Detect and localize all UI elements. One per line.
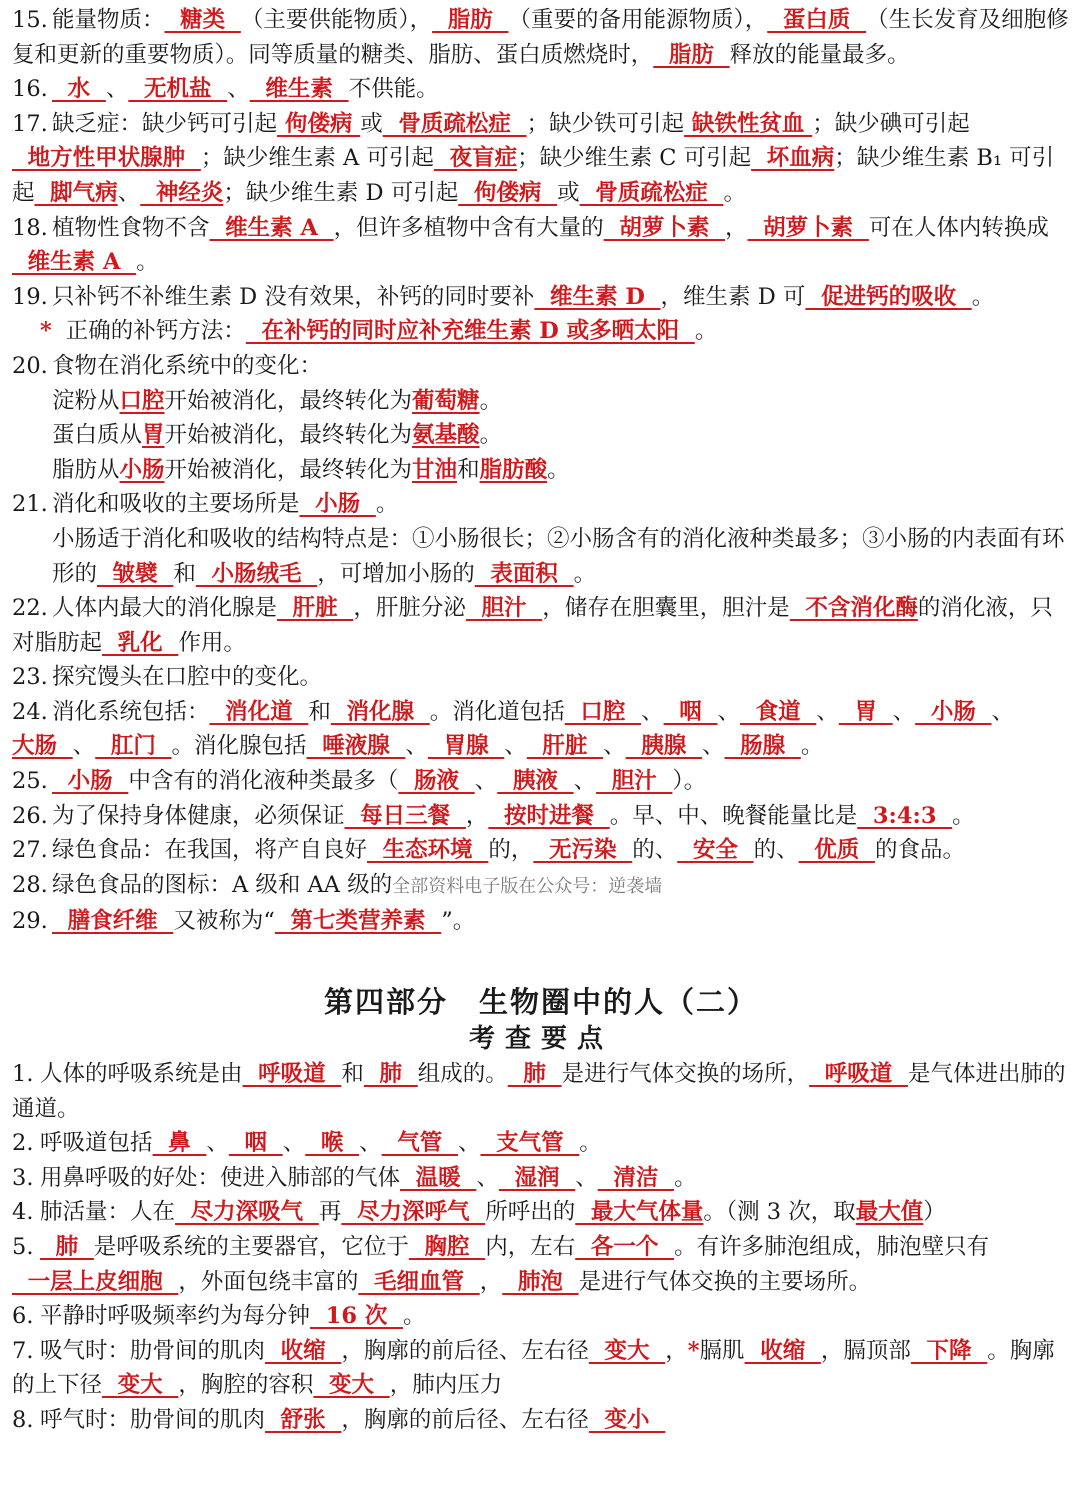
question-text: 人体的呼吸系统是由 [40,1061,243,1088]
answer-blank: 小肠 [299,491,376,518]
question-text: 是气体进出肺的通道。 [12,1061,1066,1122]
answer-blank: 脂肪 [653,41,730,68]
list-item [12,799,1070,834]
question-text: ；缺少维生素 C 可引起 [517,145,752,172]
answer-blank: 脂肪 [432,7,509,33]
answer-blank: 安全 [677,837,754,864]
question-text: ”。 [441,908,476,935]
question-text: ，胸廓的前后径、左右径 [341,1406,589,1433]
answer-blank: 收缩 [265,1337,342,1364]
question-text: ；缺少碘可引起 [812,110,970,137]
question-text: ，肝脏分泌 [353,595,466,622]
answer-blank: 消化腺 [330,698,430,725]
answer-blank: 无污染 [533,837,633,864]
answer-blank: 变大 [102,1372,179,1399]
question-text: 是进行气体交换的主要场所。 [578,1268,872,1295]
answer-blank: 胰液 [497,768,574,795]
answer-blank: 胰腺 [625,733,702,760]
item-number: 6. [12,1303,34,1330]
answer-blank: 肛门 [95,733,172,760]
answer-blank: 蛋白质 [767,7,867,33]
page-fade-overlay [720,1410,1080,1490]
question-text: 再 [318,1199,342,1226]
question-text: 和 [173,560,196,587]
answer-blank: 佝偻病 [458,179,558,206]
answer-blank: 膳食纤维 [52,908,174,935]
question-text: 开始被消化，最终转化为 [164,456,413,483]
question-text: 。 [952,802,975,829]
item-number: 4. [12,1199,34,1226]
question-text: 和 [308,698,331,725]
part3-review-list [12,3,1070,939]
question-text: ，储存在胆囊里，胆汁是 [542,595,790,622]
item-number: 19. [12,283,48,310]
question-text: 食物在消化系统中的变化： [52,352,323,379]
answer-blank: 水 [52,76,106,103]
answer-blank: 尽力深呼气 [341,1199,486,1226]
question-text: ）。 [672,768,707,795]
part4-review-list [12,1057,1070,1438]
question-text: 、 [359,1130,382,1157]
question-text: ， [479,1268,503,1295]
question-text: （重要的备用能源物质）， [508,7,768,33]
item-number: 29. [12,908,48,935]
question-text: 、 [504,733,527,760]
question-text: 探究馒头在口腔中的变化。 [52,664,323,691]
question-text: 正确的补钙方法： [65,318,246,345]
question-text: 。 [694,318,718,345]
answer-blank: 脚气病 [34,179,118,206]
item-number: 15. [12,7,48,33]
item-number: 27. [12,837,48,864]
question-text: ；缺少维生素 D 可引起 [223,179,459,206]
list-item [12,1057,1070,1126]
question-text: 、 [282,1130,306,1157]
answer-blank: 肠腺 [724,733,801,760]
answer-blank: 小肠 [915,698,992,725]
answer-blank: 胃 [142,422,165,449]
answer-blank: 每日三餐 [344,802,466,829]
answer-blank: 坏血病 [751,145,835,172]
answer-blank: 湿润 [498,1164,576,1191]
question-text: 用鼻呼吸的好处：使进入肺部的气体 [40,1164,401,1191]
list-item [12,833,1070,868]
question-text: 、 [575,1164,598,1191]
question-text: 、 [701,733,725,760]
list-item [12,522,1070,591]
question-text: 。 [547,456,570,483]
question-text: 、 [105,76,129,103]
answer-blank: 变小 [588,1406,666,1433]
question-text: 、 [892,698,916,725]
item-number: 7. [12,1337,34,1364]
question-text: 又被称为“ [173,908,275,935]
item-number: 8. [12,1406,34,1433]
question-text: ，胸廓的前后径、左右径 [341,1337,589,1364]
question-text: 、 [72,733,96,760]
answer-blank: 呼吸道 [809,1061,908,1088]
answer-blank: 最大气体量 [575,1199,704,1226]
answer-blank: 维生素 A [12,249,137,276]
answer-blank: 呼吸道 [242,1061,342,1088]
answer-blank: 脂肪酸 [479,456,548,483]
question-text: 、 [405,733,428,760]
answer-blank: 肺 [363,1061,418,1088]
question-text: 。 [800,733,824,760]
question-text: 释放的能量最多。 [729,41,910,68]
answer-blank: 喉 [305,1130,360,1157]
question-text: 能量物质： [52,7,165,33]
answer-blank: 鼻 [152,1130,207,1157]
list-item [12,453,1070,488]
list-item [12,314,1070,349]
item-number: 24. [12,698,48,725]
answer-blank: 胃腺 [427,733,505,760]
question-text: 组成的。 [417,1061,508,1088]
list-item [12,868,1070,905]
answer-blank: 优质 [798,837,875,864]
answer-blank: 毛细血管 [358,1268,480,1295]
question-text: 呼吸道包括 [40,1130,153,1157]
question-text: （生长发育及细胞修复和更新的重要物质）。同等质量的糖类、脂肪、蛋白质燃烧时， [12,7,1069,68]
list-item [12,660,1070,695]
question-text: 。 [479,387,503,414]
question-text: 。胸廓的上下径 [12,1337,1055,1399]
question-text: 开始被消化，最终转化为 [164,387,413,414]
question-text: 、 [476,1164,499,1191]
list-item [12,1161,1070,1196]
answer-blank: 咽 [663,698,718,725]
question-text: 作用。 [178,629,246,656]
question-text: ，可增加小肠的 [317,560,475,587]
answer-blank: 口腔 [564,698,642,725]
answer-blank: 消化道 [209,698,309,725]
question-text: 和 [457,456,480,483]
answer-blank: 神经炎 [140,179,224,206]
item-number: 17. [12,110,48,137]
question-text: 吸气时：肋骨间的肌肉 [40,1337,266,1364]
list-item [12,72,1070,107]
answer-blank: 不含消化酶 [789,595,918,622]
answer-blank: 胆汁 [596,768,673,795]
answer-blank: 食道 [739,698,817,725]
question-text: 、 [206,1130,229,1157]
question-text: 中含有的消化液种类最多（ [128,768,399,795]
question-text: 。 [723,179,746,206]
answer-blank: 佝偻病 [277,110,361,137]
question-text: 开始被消化，最终转化为 [164,422,413,449]
answer-blank: 维生素 A [209,214,334,241]
question-text: ，维生素 D 可 [660,283,806,310]
item-number: 23. [12,664,48,691]
answer-blank: 皱襞 [97,560,174,587]
question-text: 。 [375,491,399,518]
question-text: ；缺少铁可引起 [526,110,685,137]
answer-blank: 按时进餐 [488,802,610,829]
answer-blank: 糖类 [164,7,241,33]
answer-blank: 骨质疏松症 [382,110,527,137]
item-number: 26. [12,802,48,829]
question-text: 蛋白质从 [52,422,143,449]
question-text: 只补钙不补维生素 D 没有效果，补钙的同时要补 [52,283,535,310]
answer-blank: 一层上皮细胞 [12,1268,179,1295]
list-item [12,1230,1070,1299]
star-marker: * [40,318,52,345]
list-item [12,349,1070,384]
answer-blank: 胡萝卜素 [747,214,869,241]
answer-blank: 变大 [313,1372,390,1399]
question-text: 肺活量：人在 [40,1199,176,1226]
question-text: 。 [136,249,159,276]
question-text: 、 [603,733,626,760]
list-item [12,3,1070,72]
answer-blank: 肝脏 [277,595,354,622]
question-text: 。消化腺包括 [171,733,307,760]
question-text: 、 [641,698,664,725]
answer-blank: 氨基酸 [412,422,480,449]
question-text: ，但许多植物中含有大量的 [333,214,604,241]
section-title: 第四部分 生物圈中的人（二） [323,985,758,1020]
question-text: ， [665,1337,688,1364]
question-text: 人体内最大的消化腺是 [52,595,278,622]
section-subtitle: 考查要点 [468,1024,613,1055]
answer-blank: 无机盐 [128,76,228,103]
answer-blank: 维生素 [249,76,349,103]
question-text: 。消化道包括 [429,698,565,725]
question-text: ，膈顶部 [820,1337,911,1364]
answer-blank: 夜盲症 [433,145,518,172]
list-item [12,1299,1070,1334]
question-text: 平静时呼吸频率约为每分钟 [40,1303,311,1330]
answer-blank: 清洁 [597,1164,675,1191]
question-text: 膈肌 [699,1337,745,1364]
answer-blank: 甘油 [412,456,458,483]
list-item [12,384,1070,419]
question-text: 小肠适于消化和吸收的结构特点是：①小肠很长；②小肠含有的消化液种类最多；③小肠的内表面有环形的 [52,525,1065,587]
question-text: 不供能。 [348,76,439,103]
question-text: ， [725,214,748,241]
item-number: 20. [12,352,48,379]
question-text: 为了保持身体健康，必须保证 [52,802,345,829]
item-number: 5. [12,1234,34,1260]
question-text: 。 [573,560,597,587]
question-text: 、 [227,76,250,103]
question-text: 、 [573,768,597,795]
item-number: 1. [12,1061,34,1088]
answer-blank: 大肠 [12,733,73,760]
question-text: 或 [360,110,383,137]
question-text: 绿色食品：在我国，将产自良好 [52,837,368,864]
list-item [12,487,1070,522]
question-text: 、 [474,768,498,795]
question-text: 是呼吸系统的主要器官，它位于 [93,1234,409,1260]
answer-blank: 乳化 [102,629,179,656]
question-text: （主要供能物质）， [240,7,433,33]
answer-blank: 表面积 [474,560,574,587]
list-item [12,1334,1070,1403]
answer-blank: 咽 [228,1130,283,1157]
question-text: 脂肪从 [52,456,120,483]
list-item [12,107,1070,211]
question-text: 。早、中、晚餐能量比是 [609,802,858,829]
answer-blank: 胃 [838,698,893,725]
list-item [12,1126,1070,1161]
list-item [12,591,1070,660]
item-number: 2. [12,1130,34,1157]
item-number: 28. [12,871,48,898]
watermark-text: 全部资料电子版在公众号：逆袭墙 [392,875,663,897]
answer-blank: 在补钙的同时应补充维生素 D 或多晒太阳 [245,318,695,345]
answer-blank: 收缩 [744,1337,821,1364]
section-header [12,983,1070,1057]
question-text: 。（测 3 次，取 [703,1199,856,1226]
question-text: 所呼出的 [485,1199,576,1226]
question-text: ，肺内压力 [389,1372,503,1399]
question-text: 呼气时：肋骨间的肌肉 [40,1406,266,1433]
question-text: ， [465,802,489,829]
answer-blank: 地方性甲状腺肿 [12,145,201,172]
answer-blank: 促进钙的吸收 [805,283,972,310]
question-text: 的食品。 [874,837,965,864]
answer-blank: 第七类营养素 [274,908,442,935]
list-item [12,764,1070,799]
answer-blank: 尽力深吸气 [175,1199,319,1226]
item-number: 16. [12,76,48,103]
question-text: 。有许多肺泡组成，肺泡壁只有 [674,1234,990,1260]
answer-blank: 肺 [40,1234,94,1260]
item-number: 18. [12,214,48,241]
question-text: 或 [557,179,580,206]
answer-blank: 小肠 [52,768,129,795]
item-number: 21. [12,491,48,518]
list-item [12,211,1070,280]
question-text: 的、 [632,837,678,864]
question-text: 的， [488,837,534,864]
answer-blank: 最大值 [855,1199,924,1226]
question-text: ；缺少维生素 B₁ 可引起 [12,145,1055,206]
question-text: 。 [479,422,503,449]
answer-blank: 生态环境 [367,837,489,864]
answer-blank: 口腔 [119,387,165,414]
answer-blank: 16 次 [310,1303,403,1330]
list-item [12,418,1070,453]
answer-blank: 维生素 D [534,283,661,310]
answer-blank: 肺 [507,1061,562,1088]
question-text: ；缺少维生素 A 可引起 [200,145,434,172]
answer-blank: 气管 [381,1130,458,1157]
list-item [12,1195,1070,1230]
question-text: ，外面包绕丰富的 [178,1268,359,1295]
question-text: ） [923,1199,946,1226]
question-text: 的消化液，只对脂肪起 [12,595,1053,656]
answer-blank: 肺泡 [502,1268,579,1295]
answer-blank: 葡萄糖 [412,387,480,414]
question-text: 和 [341,1061,364,1088]
answer-blank: 缺铁性贫血 [684,110,813,137]
answer-blank: 温暖 [400,1164,477,1191]
question-text: 、 [717,698,740,725]
question-text: 。 [971,283,995,310]
answer-blank: 胸腔 [408,1234,486,1260]
list-item [12,904,1070,939]
answer-blank: 小肠绒毛 [195,560,318,587]
question-text: 、 [457,1130,481,1157]
answer-blank: 胡萝卜素 [603,214,725,241]
item-number: 3. [12,1164,34,1191]
list-item [12,280,1070,315]
question-text: 。 [579,1130,602,1157]
question-text: 植物性食物不含 [52,214,210,241]
question-text: 可在人体内转换成 [868,214,1049,241]
star-marker: * [687,1337,700,1364]
question-text: 的、 [753,837,799,864]
item-number: 25. [12,768,48,795]
answer-blank: 舒张 [265,1406,342,1433]
question-text: ，胸腔的容积 [178,1372,314,1399]
question-text: 消化系统包括： [52,698,210,725]
answer-blank: 各一个 [575,1234,675,1260]
answer-blank: 唾液腺 [306,733,406,760]
answer-blank: 支气管 [480,1130,580,1157]
answer-blank: 肠液 [398,768,475,795]
question-text: 缺乏症：缺少钙可引起 [52,110,278,137]
item-number: 22. [12,595,48,622]
list-item [12,695,1070,764]
answer-blank: 变大 [588,1337,666,1364]
question-text: 绿色食品的图标：A 级和 AA 级的 [52,871,393,898]
question-text: 。 [403,1303,426,1330]
question-text: 消化和吸收的主要场所是 [52,491,300,518]
question-text: 是进行气体交换的场所， [561,1061,810,1088]
question-text: 内，左右 [485,1234,576,1260]
answer-blank: 胆汁 [465,595,543,622]
answer-blank: 小肠 [119,456,165,483]
question-text: 淀粉从 [52,387,120,414]
answer-blank: 3:4:3 [857,802,953,829]
question-text: 、 [991,698,1015,725]
answer-blank: 肝脏 [526,733,604,760]
question-text: 、 [816,698,839,725]
answer-blank: 下降 [910,1337,988,1364]
answer-blank: 骨质疏松症 [579,179,724,206]
question-text: 、 [117,179,141,206]
question-text: 。 [674,1164,697,1191]
